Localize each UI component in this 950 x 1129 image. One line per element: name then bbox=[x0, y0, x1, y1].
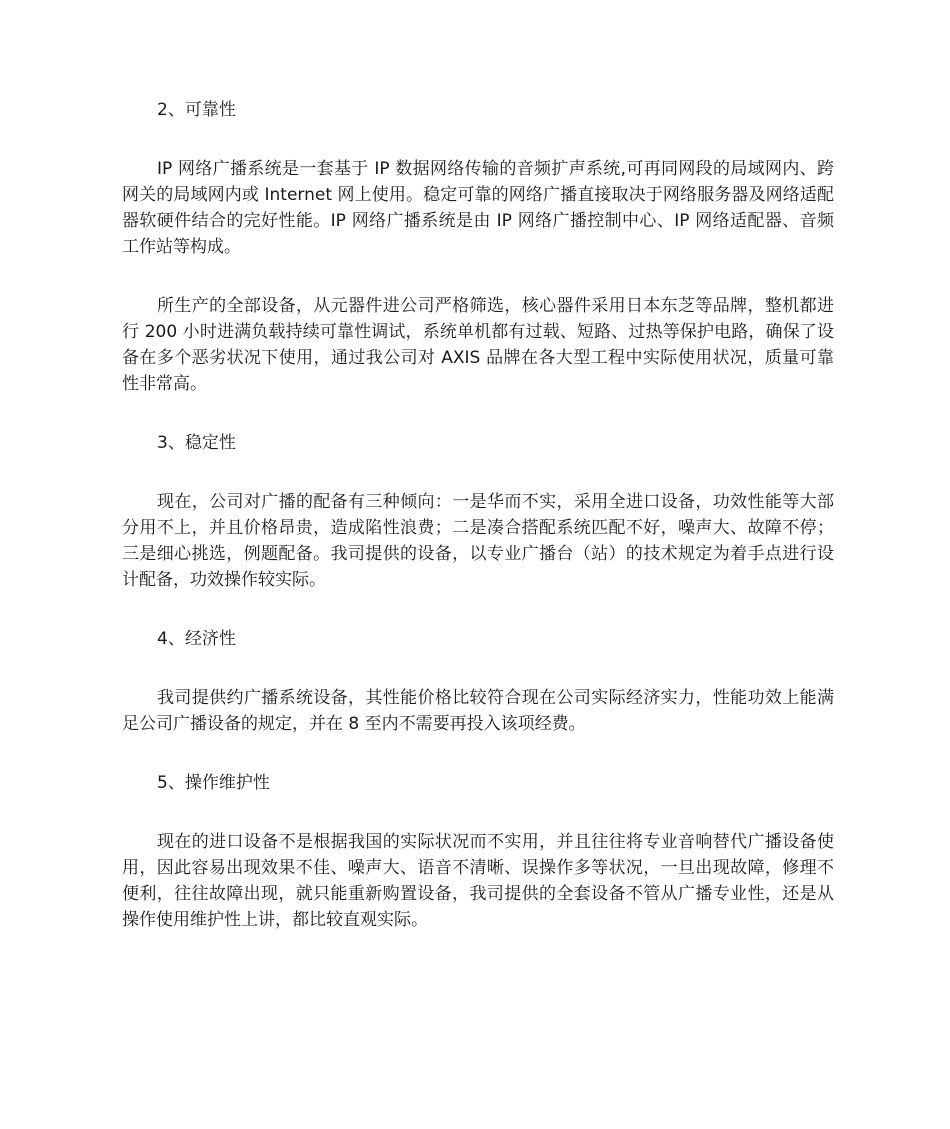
section-heading-maintainability: 5、操作维护性 bbox=[157, 773, 270, 793]
paragraph-economy-1: 我司提供约广播系统设备，其性能价格比较符合现在公司实际经济实力，性能功效上能满足公司广播设备的规定，并在 8 至内不需要再投入该项经费。 bbox=[122, 688, 834, 734]
paragraph-maintainability-1: 现在的进口设备不是根据我国的实际状况而不实用，并且往往将专业音响替代广播设备使用，因此容易出现效果不佳、噪声大、语音不清晰、误操作多等状况，一旦出现故障，修理不便利，往往故障出现，就只能重新购置设备，我司提供的全套设备不管从广播专业性，还是从操作使用维护性上讲，都比较直观实际。 bbox=[122, 832, 834, 930]
paragraph-reliability-2: 所生产的全部设备，从元器件进公司严格筛选，核心器件采用日本东芝等品牌，整机都进行 200 小时进满负载持续可靠性调试，系统单机都有过载、短路、过热等保护电路，确保了设备在多个恶劣状况下使用，通过我公司对 AXIS 品牌在各大型工程中实际使用状况，质量可靠性非常高。 bbox=[122, 296, 834, 394]
section-heading-stability: 3、稳定性 bbox=[157, 433, 236, 453]
section-heading-economy: 4、经济性 bbox=[157, 629, 236, 649]
paragraph-stability-1: 现在，公司对广播的配备有三种倾向：一是华而不实，采用全进口设备，功效性能等大部分用不上，并且价格昂贵，造成陷性浪费；二是凑合搭配系统匹配不好，噪声大、故障不停；三是细心挑选，例题配备。我司提供的设备，以专业广播台（站）的技术规定为着手点进行设计配备，功效操作较实际。 bbox=[122, 492, 834, 590]
document-page bbox=[122, 97, 834, 933]
section-heading-reliability: 2、可靠性 bbox=[157, 100, 236, 120]
paragraph-reliability-1: IP 网络广播系统是一套基于 IP 数据网络传输的音频扩声系统,可再同网段的局域网内、跨网关的局域网内或 Internet 网上使用。稳定可靠的网络广播直接取决于网络服务器及网络适配器软硬件结合的完好性能。IP 网络广播系统是由 IP 网络广播控制中心、IP 网络适配器、音频工作站等构成。 bbox=[122, 159, 834, 257]
